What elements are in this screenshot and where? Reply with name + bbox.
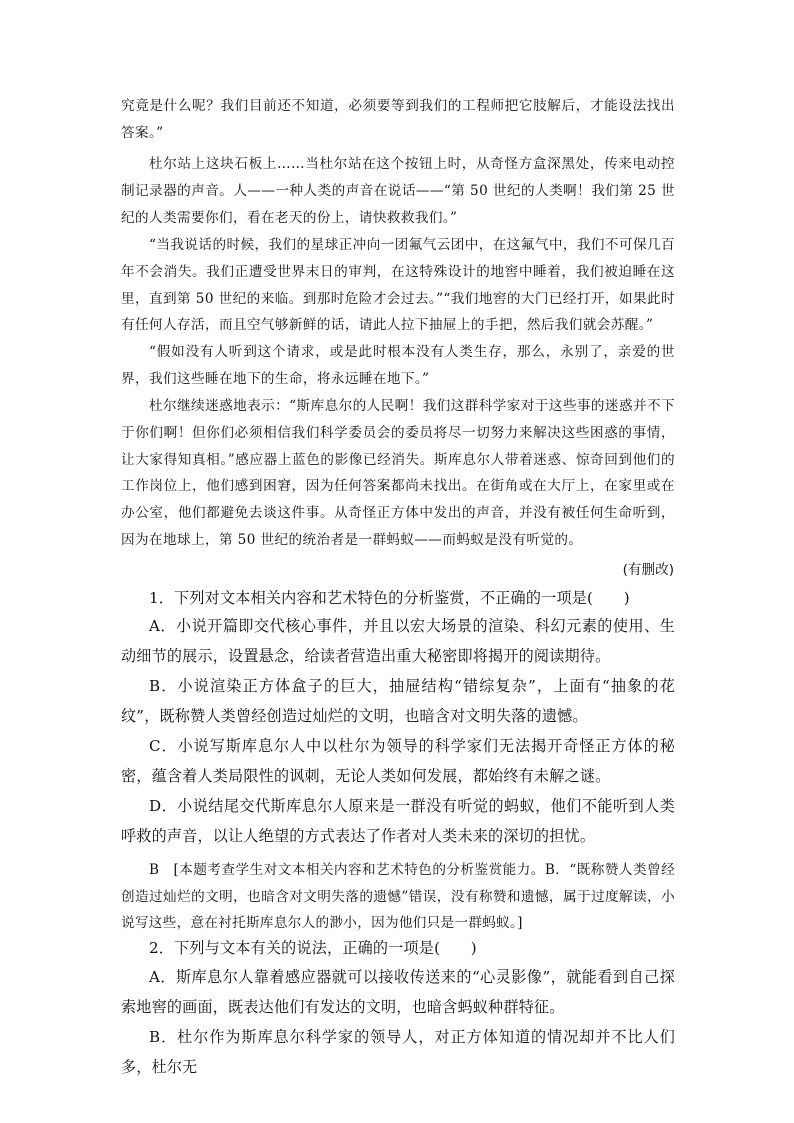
question-1-option-c: C．小说写斯库息尔人中以杜尔为领导的科学家们无法揭开奇怪正方体的秘密，蕴含着人类局限性的讽刺，无论人类如何发展，都始终有未解之谜。 — [121, 737, 675, 785]
question-1-option-d: D．小说结尾交代斯库息尔人原来是一群没有听觉的蚂蚁，他们不能听到人类呼救的声音，以让人绝望的方式表达了作者对人类未来的深切的担忧。 — [121, 797, 675, 845]
question-2-option-a: A．斯库息尔人靠着感应器就可以接收传送来的“心灵影像”，就能看到自己探索地窖的画面，既表达他们有发达的文明，也暗含蚂蚁种群特征。 — [121, 968, 675, 1016]
question-2-option-b: B．杜尔作为斯库息尔科学家的领导人，对正方体知道的情况却并不比人们多，杜尔无 — [121, 1028, 675, 1076]
question-1-stem: 1．下列对文本相关内容和艺术特色的分析鉴赏，不正确的一项是( ) — [149, 589, 630, 607]
question-1-option-b: B．小说渲染正方体盒子的巨大，抽屉结构“错综复杂”，上面有“抽象的花纹”，既称赞人类曾经创造过灿烂的文明，也暗含对文明失落的遗憾。 — [121, 677, 675, 725]
story-paragraph-3: “假如没有人听到这个请求，或是此时根本没有人类生存，那么，永别了，亲爱的世界，我们这些睡在地下的生命，将永远睡在地下。” — [121, 344, 675, 387]
question-2-stem: 2．下列与文本有关的说法，正确的一项是( ) — [149, 939, 477, 957]
story-paragraph-4: 杜尔继续迷惑地表示：“斯库息尔的人民啊！我们这群科学家对于这些事的迷惑并不下于你们啊！但你们必须相信我们科学委员会的委员将尽一切努力来解决这些困惑的事情，让大家得知真相。”感应器上蓝色的影像已经消失。斯库息尔人带着迷惑、惊奇回到他们的工作岗位上，他们感到困窘，因为任何答案都尚未找出。在街角或在大厅上，在家里或在办公室，他们都避免去谈这件事。从奇怪正方体中发出的声音，并没有被任何生命听到，因为在地球上，第 50 世纪的统治者是一群蚂蚁——而蚂蚁是没有听觉的。 — [121, 398, 675, 548]
source-note: (有删改) — [622, 562, 674, 578]
question-1-option-a: A．小说开篇即交代核心事件，并且以宏大场景的渲染、科幻元素的使用、生动细节的展示，设置悬念，给读者营造出重大秘密即将揭开的阅读期待。 — [121, 617, 675, 665]
question-1-answer: B [本题考查学生对文本相关内容和艺术特色的分析鉴赏能力。B．“既称赞人类曾经创造过灿烂的文明，也暗含对文明失落的遗憾”错误，没有称赞和遗憾，属于过度解读，小说写这些，意在衬托斯库息尔人的渺小，因为他们只是一群蚂蚁。] — [121, 862, 675, 932]
story-paragraph-0: 究竟是什么呢？我们目前还不知道，必须要等到我们的工程师把它肢解后，才能设法找出答案。” — [121, 98, 675, 141]
story-paragraph-2: “当我说话的时候，我们的星球正冲向一团氟气云团中，在这氟气中，我们不可保几百年不会消失。我们正遭受世界末日的审判，在这特殊设计的地窖中睡着，我们被迫睡在这里，直到第 50 世纪的来临。到那时危险才会过去。”“我们地窖的大门已经打开，如果此时有任何人存活，而且空气够新鲜的话，请此人拉下抽屉上的手把，然后我们就会苏醒。” — [121, 237, 675, 334]
story-paragraph-1: 杜尔站上这块石板上……当杜尔站在这个按钮上时，从奇怪方盒深黑处，传来电动控制记录器的声音。人——一种人类的声音在说话——“第 50 世纪的人类啊！我们第 25 世纪的人类需要你们，看在老天的份上，请快救救我们。” — [121, 156, 675, 226]
